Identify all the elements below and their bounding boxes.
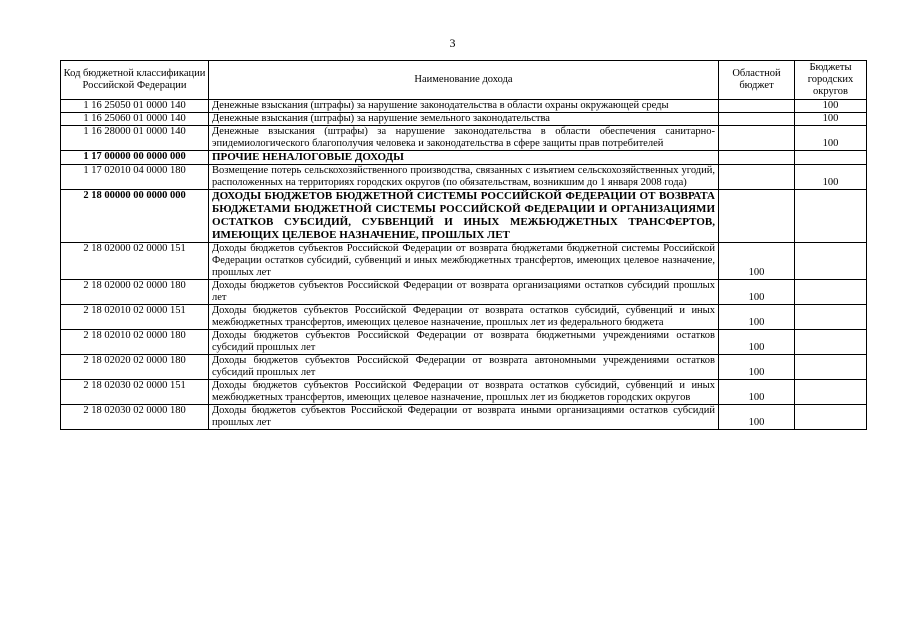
header-code: Код бюджетной классификации Российской Федерации xyxy=(61,61,209,100)
row-regional-budget xyxy=(719,126,795,151)
table-row xyxy=(61,190,867,243)
row-name: Доходы бюджетов субъектов Российской Федерации от возврата остатков субсидий, субвенций и иных межбюджетных трансфертов, имеющих целевое назначение, прошлых лет из федерального бюджета xyxy=(209,305,719,330)
row-code: 2 18 02030 02 0000 180 xyxy=(61,405,209,430)
row-name: Денежные взыскания (штрафы) за нарушение законодательства в области обеспечения санитарно-эпидемиологического благополучия человека и законодательства в сфере защиты прав потребителей xyxy=(209,126,719,151)
row-regional-budget: 100 xyxy=(719,305,795,330)
row-name: Доходы бюджетов субъектов Российской Федерации от возврата организациями остатков субсидий прошлых лет xyxy=(209,280,719,305)
row-city-budgets xyxy=(795,330,867,355)
row-name: Доходы бюджетов субъектов Российской Федерации от возврата бюджетами бюджетной системы Российской Федерации остатков субсидий, субвенций и иных межбюджетных трансфертов, имеющих целевое назначение, прошлых лет xyxy=(209,243,719,280)
table-row xyxy=(61,330,867,355)
table-row xyxy=(61,243,867,280)
row-code: 1 16 25060 01 0000 140 xyxy=(61,113,209,126)
row-city-budgets: 100 xyxy=(795,165,867,190)
row-city-budgets xyxy=(795,355,867,380)
table-header-row xyxy=(61,61,867,100)
table-row xyxy=(61,280,867,305)
row-regional-budget xyxy=(719,165,795,190)
row-code: 2 18 02010 02 0000 180 xyxy=(61,330,209,355)
table-row xyxy=(61,405,867,430)
row-regional-budget xyxy=(719,100,795,113)
row-name: Денежные взыскания (штрафы) за нарушение законодательства в области охраны окружающей среды xyxy=(209,100,719,113)
table-body xyxy=(61,100,867,430)
row-city-budgets xyxy=(795,151,867,165)
page-number: 3 xyxy=(449,36,456,50)
row-name: Возмещение потерь сельскохозяйственного производства, связанных с изъятием сельскохозяйственных угодий, расположенных на территориях городских округов (по обязательствам, возникшим до 1 января 2008 года) xyxy=(209,165,719,190)
row-code: 2 18 02010 02 0000 151 xyxy=(61,305,209,330)
row-code: 2 18 02030 02 0000 151 xyxy=(61,380,209,405)
row-regional-budget: 100 xyxy=(719,405,795,430)
row-code: 1 17 00000 00 0000 000 xyxy=(61,151,209,165)
row-regional-budget xyxy=(719,190,795,243)
table-row xyxy=(61,305,867,330)
table-row xyxy=(61,165,867,190)
row-name: Доходы бюджетов субъектов Российской Федерации от возврата бюджетными учреждениями остатков субсидий прошлых лет xyxy=(209,330,719,355)
row-city-budgets xyxy=(795,243,867,280)
header-city-budgets: Бюджеты городских округов xyxy=(795,61,867,100)
row-city-budgets xyxy=(795,405,867,430)
row-name: Доходы бюджетов субъектов Российской Федерации от возврата иными организациями остатков субсидий прошлых лет xyxy=(209,405,719,430)
row-city-budgets xyxy=(795,280,867,305)
row-code: 1 17 02010 04 0000 180 xyxy=(61,165,209,190)
row-regional-budget: 100 xyxy=(719,280,795,305)
table-row xyxy=(61,380,867,405)
row-code: 2 18 00000 00 0000 000 xyxy=(61,190,209,243)
row-code: 2 18 02000 02 0000 151 xyxy=(61,243,209,280)
row-name: Доходы бюджетов субъектов Российской Федерации от возврата автономными учреждениями остатков субсидий прошлых лет xyxy=(209,355,719,380)
table-row xyxy=(61,113,867,126)
row-city-budgets: 100 xyxy=(795,100,867,113)
header-regional-budget: Областной бюджет xyxy=(719,61,795,100)
row-name: ДОХОДЫ БЮДЖЕТОВ БЮДЖЕТНОЙ СИСТЕМЫ РОССИЙСКОЙ ФЕДЕРАЦИИ ОТ ВОЗВРАТА БЮДЖЕТАМИ БЮДЖЕТНОЙ СИСТЕМЫ РОССИЙСКОЙ ФЕДЕРАЦИИ И ОРГАНИЗАЦИЯМИ ОСТАТКОВ СУБСИДИЙ, СУБВЕНЦИЙ И ИНЫХ МЕЖБЮДЖЕТНЫХ ТРАНСФЕРТОВ, ИМЕЮЩИХ ЦЕЛЕВОЕ НАЗНАЧЕНИЕ, ПРОШЛЫХ ЛЕТ xyxy=(209,190,719,243)
row-code: 2 18 02000 02 0000 180 xyxy=(61,280,209,305)
row-city-budgets xyxy=(795,190,867,243)
table-row xyxy=(61,126,867,151)
table-row xyxy=(61,100,867,113)
row-regional-budget xyxy=(719,113,795,126)
row-regional-budget: 100 xyxy=(719,330,795,355)
row-name: ПРОЧИЕ НЕНАЛОГОВЫЕ ДОХОДЫ xyxy=(209,151,719,165)
row-city-budgets: 100 xyxy=(795,126,867,151)
table-row xyxy=(61,151,867,165)
row-regional-budget: 100 xyxy=(719,355,795,380)
row-city-budgets xyxy=(795,380,867,405)
row-city-budgets: 100 xyxy=(795,113,867,126)
row-regional-budget: 100 xyxy=(719,243,795,280)
header-name: Наименование дохода xyxy=(209,61,719,100)
table-row xyxy=(61,355,867,380)
row-code: 1 16 25050 01 0000 140 xyxy=(61,100,209,113)
row-name: Доходы бюджетов субъектов Российской Федерации от возврата остатков субсидий, субвенций и иных межбюджетных трансфертов, имеющих целевое назначение, прошлых лет из бюджетов городских округов xyxy=(209,380,719,405)
row-regional-budget xyxy=(719,151,795,165)
row-city-budgets xyxy=(795,305,867,330)
income-classification-table xyxy=(60,60,867,430)
row-regional-budget: 100 xyxy=(719,380,795,405)
row-code: 2 18 02020 02 0000 180 xyxy=(61,355,209,380)
row-name: Денежные взыскания (штрафы) за нарушение земельного законодательства xyxy=(209,113,719,126)
row-code: 1 16 28000 01 0000 140 xyxy=(61,126,209,151)
